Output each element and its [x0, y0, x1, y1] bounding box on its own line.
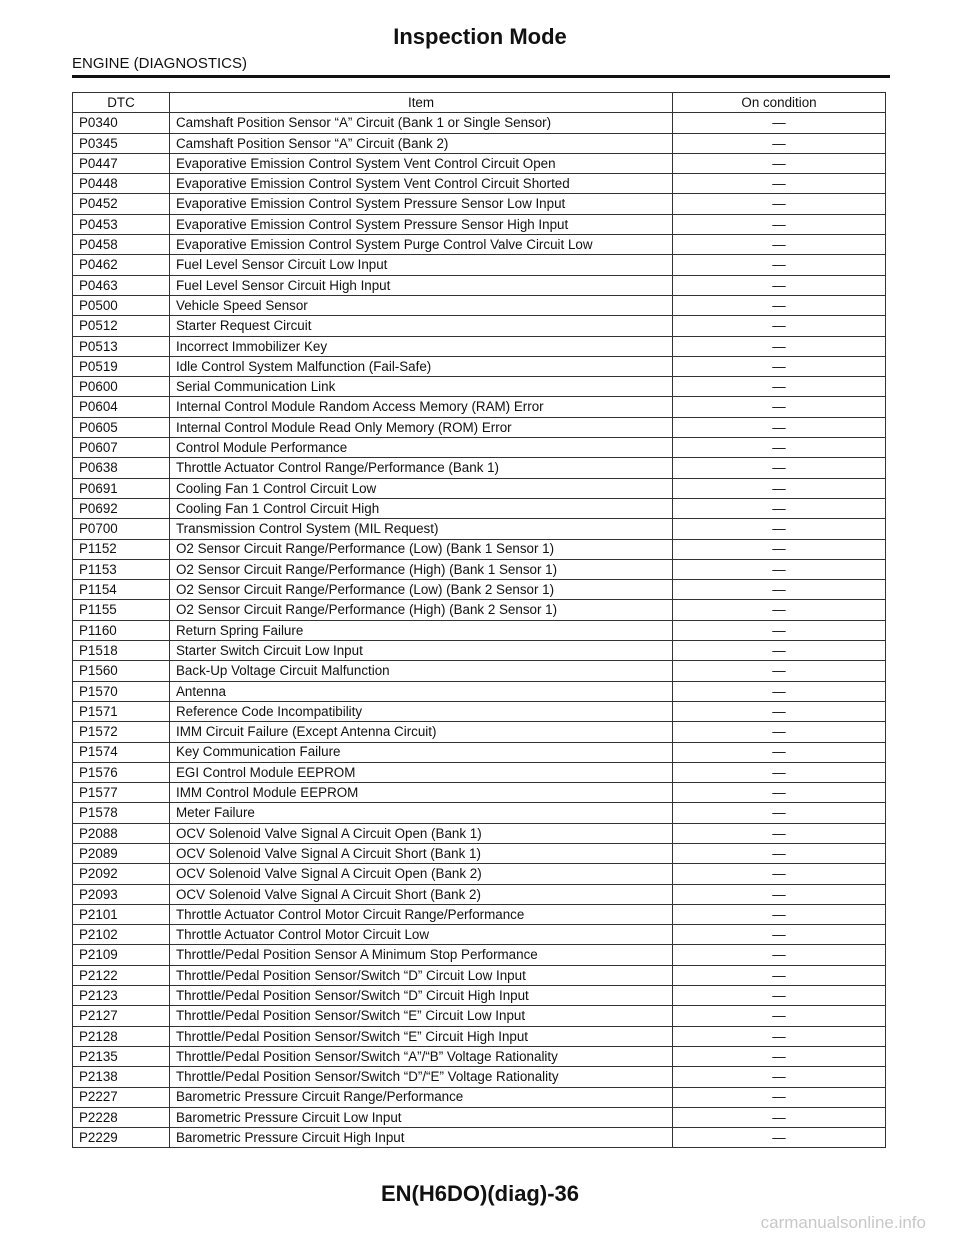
dtc-code-cell: P2122 [73, 965, 170, 985]
on-condition-cell: — [673, 620, 886, 640]
item-description-cell: Meter Failure [170, 803, 673, 823]
dtc-code-cell: P0604 [73, 397, 170, 417]
on-condition-cell: — [673, 864, 886, 884]
on-condition-cell: — [673, 1006, 886, 1026]
dtc-code-cell: P2128 [73, 1026, 170, 1046]
dtc-code-cell: P2228 [73, 1107, 170, 1127]
item-description-cell: Cooling Fan 1 Control Circuit High [170, 498, 673, 518]
dtc-code-cell: P0638 [73, 458, 170, 478]
dtc-code-cell: P1160 [73, 620, 170, 640]
on-condition-cell: — [673, 174, 886, 194]
item-description-cell: Starter Switch Circuit Low Input [170, 641, 673, 661]
on-condition-cell: — [673, 235, 886, 255]
page-title: Inspection Mode [393, 24, 567, 49]
table-row [73, 295, 886, 315]
item-description-cell: Serial Communication Link [170, 377, 673, 397]
item-description-cell: Reference Code Incompatibility [170, 701, 673, 721]
table-row [73, 884, 886, 904]
on-condition-cell: — [673, 803, 886, 823]
item-description-cell: Evaporative Emission Control System Pressure Sensor Low Input [170, 194, 673, 214]
table-row [73, 580, 886, 600]
page-code: EN(H6DO)(diag)-36 [380, 1181, 579, 1206]
on-condition-cell: — [673, 904, 886, 924]
table-header-row [73, 93, 886, 113]
on-condition-cell: — [673, 1046, 886, 1066]
table-row [73, 417, 886, 437]
item-description-cell: Evaporative Emission Control System Purge Control Valve Circuit Low [170, 235, 673, 255]
table-row [73, 762, 886, 782]
table-row [73, 356, 886, 376]
dtc-code-cell: P1560 [73, 661, 170, 681]
table-row [73, 722, 886, 742]
table-row [73, 1006, 886, 1026]
item-description-cell: Throttle Actuator Control Range/Performance (Bank 1) [170, 458, 673, 478]
item-description-cell: OCV Solenoid Valve Signal A Circuit Open (Bank 2) [170, 864, 673, 884]
on-condition-cell: — [673, 661, 886, 681]
table-row [73, 174, 886, 194]
on-condition-cell: — [673, 316, 886, 336]
table-row [73, 377, 886, 397]
item-description-cell: Internal Control Module Read Only Memory (ROM) Error [170, 417, 673, 437]
table-row [73, 701, 886, 721]
item-description-cell: Control Module Performance [170, 438, 673, 458]
table-row [73, 1046, 886, 1066]
on-condition-cell: — [673, 762, 886, 782]
dtc-code-cell: P0692 [73, 498, 170, 518]
dtc-code-cell: P1518 [73, 641, 170, 661]
item-description-cell: Throttle Actuator Control Motor Circuit Range/Performance [170, 904, 673, 924]
item-description-cell: Barometric Pressure Circuit Range/Performance [170, 1087, 673, 1107]
on-condition-cell: — [673, 133, 886, 153]
dtc-code-cell: P2138 [73, 1067, 170, 1087]
watermark: carmanualsonline.info [760, 1213, 926, 1232]
table-row [73, 113, 886, 133]
on-condition-cell: — [673, 681, 886, 701]
table-row [73, 153, 886, 173]
table-row [73, 539, 886, 559]
item-description-cell: Throttle/Pedal Position Sensor/Switch “D”/“E” Voltage Rationality [170, 1067, 673, 1087]
item-description-cell: Evaporative Emission Control System Vent Control Circuit Shorted [170, 174, 673, 194]
on-condition-cell: — [673, 843, 886, 863]
table-row [73, 458, 886, 478]
item-description-cell: O2 Sensor Circuit Range/Performance (High) (Bank 1 Sensor 1) [170, 559, 673, 579]
dtc-code-cell: P1571 [73, 701, 170, 721]
on-condition-cell: — [673, 214, 886, 234]
table-row [73, 600, 886, 620]
dtc-code-cell: P0448 [73, 174, 170, 194]
on-condition-cell: — [673, 1107, 886, 1127]
table-row [73, 620, 886, 640]
column-header-dtc: DTC [73, 93, 170, 113]
on-condition-cell: — [673, 295, 886, 315]
table-row [73, 742, 886, 762]
item-description-cell: Evaporative Emission Control System Vent Control Circuit Open [170, 153, 673, 173]
table-row [73, 661, 886, 681]
dtc-code-cell: P0447 [73, 153, 170, 173]
dtc-code-cell: P0519 [73, 356, 170, 376]
on-condition-cell: — [673, 356, 886, 376]
table-row [73, 194, 886, 214]
table-row [73, 316, 886, 336]
dtc-code-cell: P0605 [73, 417, 170, 437]
on-condition-cell: — [673, 255, 886, 275]
item-description-cell: OCV Solenoid Valve Signal A Circuit Short (Bank 2) [170, 884, 673, 904]
on-condition-cell: — [673, 580, 886, 600]
item-description-cell: Vehicle Speed Sensor [170, 295, 673, 315]
dtc-code-cell: P2102 [73, 925, 170, 945]
dtc-code-cell: P0691 [73, 478, 170, 498]
section-label: ENGINE (DIAGNOSTICS) [72, 55, 248, 72]
table-row [73, 945, 886, 965]
dtc-code-cell: P0452 [73, 194, 170, 214]
table-row [73, 925, 886, 945]
table-row [73, 498, 886, 518]
item-description-cell: Throttle/Pedal Position Sensor/Switch “E” Circuit Low Input [170, 1006, 673, 1026]
on-condition-cell: — [673, 498, 886, 518]
dtc-code-cell: P1574 [73, 742, 170, 762]
item-description-cell: Throttle Actuator Control Motor Circuit Low [170, 925, 673, 945]
on-condition-cell: — [673, 336, 886, 356]
item-description-cell: IMM Circuit Failure (Except Antenna Circuit) [170, 722, 673, 742]
dtc-code-cell: P2227 [73, 1087, 170, 1107]
on-condition-cell: — [673, 823, 886, 843]
item-description-cell: OCV Solenoid Valve Signal A Circuit Short (Bank 1) [170, 843, 673, 863]
item-description-cell: Throttle/Pedal Position Sensor/Switch “D” Circuit High Input [170, 986, 673, 1006]
table-row [73, 214, 886, 234]
table-row [73, 275, 886, 295]
item-description-cell: Fuel Level Sensor Circuit Low Input [170, 255, 673, 275]
on-condition-cell: — [673, 194, 886, 214]
dtc-code-cell: P0453 [73, 214, 170, 234]
item-description-cell: Evaporative Emission Control System Pressure Sensor High Input [170, 214, 673, 234]
on-condition-cell: — [673, 458, 886, 478]
on-condition-cell: — [673, 742, 886, 762]
table-row [73, 397, 886, 417]
dtc-code-cell: P0512 [73, 316, 170, 336]
item-description-cell: O2 Sensor Circuit Range/Performance (Low) (Bank 1 Sensor 1) [170, 539, 673, 559]
item-description-cell: Throttle/Pedal Position Sensor/Switch “D” Circuit Low Input [170, 965, 673, 985]
dtc-table [72, 92, 886, 1148]
dtc-code-cell: P1578 [73, 803, 170, 823]
dtc-code-cell: P2135 [73, 1046, 170, 1066]
item-description-cell: Throttle/Pedal Position Sensor/Switch “E” Circuit High Input [170, 1026, 673, 1046]
table-row [73, 336, 886, 356]
item-description-cell: Fuel Level Sensor Circuit High Input [170, 275, 673, 295]
table-row [73, 641, 886, 661]
dtc-code-cell: P2127 [73, 1006, 170, 1026]
dtc-code-cell: P1577 [73, 783, 170, 803]
dtc-code-cell: P2092 [73, 864, 170, 884]
item-description-cell: Camshaft Position Sensor “A” Circuit (Bank 1 or Single Sensor) [170, 113, 673, 133]
column-header-item: Item [170, 93, 673, 113]
dtc-code-cell: P1153 [73, 559, 170, 579]
dtc-code-cell: P0462 [73, 255, 170, 275]
table-row [73, 1067, 886, 1087]
dtc-code-cell: P2123 [73, 986, 170, 1006]
on-condition-cell: — [673, 701, 886, 721]
on-condition-cell: — [673, 377, 886, 397]
dtc-code-cell: P2109 [73, 945, 170, 965]
dtc-code-cell: P1154 [73, 580, 170, 600]
on-condition-cell: — [673, 1128, 886, 1148]
table-row [73, 438, 886, 458]
item-description-cell: Throttle/Pedal Position Sensor/Switch “A”/“B” Voltage Rationality [170, 1046, 673, 1066]
on-condition-cell: — [673, 438, 886, 458]
item-description-cell: Return Spring Failure [170, 620, 673, 640]
on-condition-cell: — [673, 417, 886, 437]
table-row [73, 235, 886, 255]
table-row [73, 843, 886, 863]
on-condition-cell: — [673, 1026, 886, 1046]
table-row [73, 255, 886, 275]
dtc-code-cell: P2088 [73, 823, 170, 843]
table-body [73, 113, 886, 1148]
table-row [73, 1026, 886, 1046]
item-description-cell: Key Communication Failure [170, 742, 673, 762]
dtc-code-cell: P1152 [73, 539, 170, 559]
item-description-cell: OCV Solenoid Valve Signal A Circuit Open (Bank 1) [170, 823, 673, 843]
table-row [73, 559, 886, 579]
dtc-code-cell: P0345 [73, 133, 170, 153]
dtc-code-cell: P0340 [73, 113, 170, 133]
on-condition-cell: — [673, 641, 886, 661]
on-condition-cell: — [673, 478, 886, 498]
on-condition-cell: — [673, 1067, 886, 1087]
dtc-code-cell: P1155 [73, 600, 170, 620]
dtc-code-cell: P0700 [73, 519, 170, 539]
item-description-cell: Throttle/Pedal Position Sensor A Minimum Stop Performance [170, 945, 673, 965]
dtc-code-cell: P0607 [73, 438, 170, 458]
item-description-cell: Cooling Fan 1 Control Circuit Low [170, 478, 673, 498]
table-row [73, 783, 886, 803]
on-condition-cell: — [673, 519, 886, 539]
dtc-code-cell: P1576 [73, 762, 170, 782]
table-row [73, 1128, 886, 1148]
item-description-cell: O2 Sensor Circuit Range/Performance (High) (Bank 2 Sensor 1) [170, 600, 673, 620]
item-description-cell: Internal Control Module Random Access Memory (RAM) Error [170, 397, 673, 417]
table-row [73, 519, 886, 539]
dtc-code-cell: P1570 [73, 681, 170, 701]
table-row [73, 1107, 886, 1127]
on-condition-cell: — [673, 275, 886, 295]
item-description-cell: Barometric Pressure Circuit Low Input [170, 1107, 673, 1127]
item-description-cell: Camshaft Position Sensor “A” Circuit (Bank 2) [170, 133, 673, 153]
dtc-code-cell: P2089 [73, 843, 170, 863]
item-description-cell: Incorrect Immobilizer Key [170, 336, 673, 356]
table-row [73, 986, 886, 1006]
table-row [73, 803, 886, 823]
item-description-cell: Back-Up Voltage Circuit Malfunction [170, 661, 673, 681]
dtc-code-cell: P0513 [73, 336, 170, 356]
item-description-cell: EGI Control Module EEPROM [170, 762, 673, 782]
on-condition-cell: — [673, 925, 886, 945]
header-rule [72, 75, 890, 78]
on-condition-cell: — [673, 945, 886, 965]
dtc-code-cell: P0463 [73, 275, 170, 295]
item-description-cell: Transmission Control System (MIL Request) [170, 519, 673, 539]
on-condition-cell: — [673, 722, 886, 742]
table-row [73, 478, 886, 498]
on-condition-cell: — [673, 965, 886, 985]
on-condition-cell: — [673, 884, 886, 904]
on-condition-cell: — [673, 153, 886, 173]
table-row [73, 823, 886, 843]
table-row [73, 904, 886, 924]
item-description-cell: Barometric Pressure Circuit High Input [170, 1128, 673, 1148]
dtc-code-cell: P2101 [73, 904, 170, 924]
on-condition-cell: — [673, 559, 886, 579]
on-condition-cell: — [673, 113, 886, 133]
on-condition-cell: — [673, 986, 886, 1006]
dtc-code-cell: P0600 [73, 377, 170, 397]
item-description-cell: IMM Control Module EEPROM [170, 783, 673, 803]
on-condition-cell: — [673, 1087, 886, 1107]
item-description-cell: Idle Control System Malfunction (Fail-Safe) [170, 356, 673, 376]
table-row [73, 1087, 886, 1107]
dtc-code-cell: P1572 [73, 722, 170, 742]
on-condition-cell: — [673, 539, 886, 559]
table-row [73, 864, 886, 884]
dtc-code-cell: P2229 [73, 1128, 170, 1148]
table-row [73, 133, 886, 153]
on-condition-cell: — [673, 783, 886, 803]
item-description-cell: Starter Request Circuit [170, 316, 673, 336]
item-description-cell: O2 Sensor Circuit Range/Performance (Low) (Bank 2 Sensor 1) [170, 580, 673, 600]
dtc-code-cell: P0500 [73, 295, 170, 315]
dtc-code-cell: P0458 [73, 235, 170, 255]
table-row [73, 681, 886, 701]
table-row [73, 965, 886, 985]
column-header-on-condition: On condition [673, 93, 886, 113]
item-description-cell: Antenna [170, 681, 673, 701]
on-condition-cell: — [673, 600, 886, 620]
on-condition-cell: — [673, 397, 886, 417]
dtc-code-cell: P2093 [73, 884, 170, 904]
